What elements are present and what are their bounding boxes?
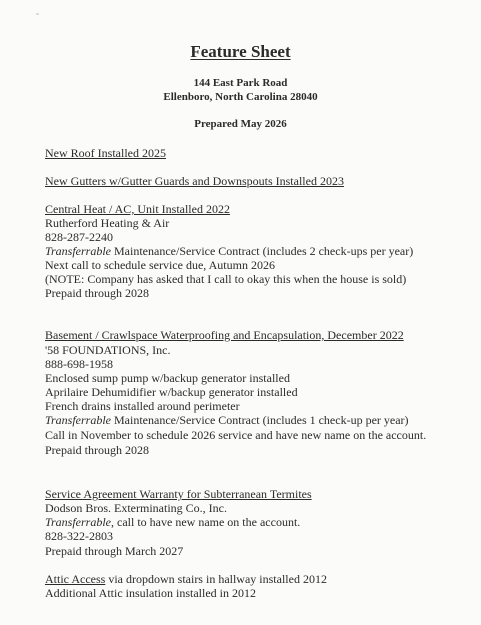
- termites-company: Dodson Bros. Exterminating Co., Inc.: [45, 501, 227, 515]
- address-line-1: 144 East Park Road: [193, 77, 288, 89]
- attic-access: [45, 572, 327, 586]
- termites-transfer-rest: , call to have new name on the account.: [111, 515, 301, 529]
- termites-transfer: [45, 515, 300, 529]
- hvac-phone: 828-287-2240: [45, 230, 113, 244]
- basement-contract: [45, 413, 409, 427]
- basement-sump: Enclosed sump pump w/backup generator installed: [45, 371, 290, 385]
- hvac-contract-rest: Maintenance/Service Contract (includes 2 check-ups per year): [111, 244, 414, 258]
- termites-transfer-italic: Transferrable: [45, 515, 112, 529]
- basement-phone: 888-698-1958: [45, 357, 113, 371]
- attic-access-underlined: Attic Access: [45, 572, 106, 586]
- hvac-contract: [45, 244, 413, 258]
- termites-heading: Service Agreement Warranty for Subterranean Termites: [45, 487, 312, 501]
- roof-item: New Roof Installed 2025: [45, 146, 166, 160]
- basement-contract-italic: Transferrable: [45, 413, 112, 427]
- basement-call: Call in November to schedule 2026 service and have new name on the account.: [45, 428, 427, 442]
- scan-speck: [36, 13, 39, 15]
- basement-contract-rest: Maintenance/Service Contract (includes 1 check-up per year): [111, 413, 409, 427]
- prepared-date: Prepared May 2026: [194, 118, 287, 130]
- termites-phone: 828-322-2803: [45, 529, 113, 543]
- hvac-prepaid: Prepaid through 2028: [45, 286, 149, 300]
- address-line-2: Ellenboro, North Carolina 28040: [163, 91, 318, 103]
- hvac-next-call: Next call to schedule service due, Autumn 2026: [45, 258, 275, 272]
- basement-heading: Basement / Crawlspace Waterproofing and Encapsulation, December 2022: [45, 328, 404, 342]
- basement-prepaid: Prepaid through 2028: [45, 443, 149, 457]
- hvac-note: (NOTE: Company has asked that I call to okay this when the house is sold): [45, 272, 407, 286]
- hvac-company: Rutherford Heating & Air: [45, 216, 170, 230]
- hvac-heading: Central Heat / AC, Unit Installed 2022: [45, 202, 230, 216]
- basement-dehumidifier: Aprilaire Dehumidifier w/backup generator installed: [45, 385, 298, 399]
- hvac-contract-italic: Transferrable: [45, 244, 112, 258]
- gutters-item: New Gutters w/Gutter Guards and Downspouts Installed 2023: [45, 174, 344, 188]
- attic-access-rest: via dropdown stairs in hallway installed 2012: [105, 572, 327, 586]
- basement-drains: French drains installed around perimeter: [45, 399, 240, 413]
- page-title: Feature Sheet: [190, 42, 291, 61]
- termites-prepaid: Prepaid through March 2027: [45, 544, 184, 558]
- basement-company: '58 FOUNDATIONS, Inc.: [45, 343, 171, 357]
- attic-insulation: Additional Attic insulation installed in 2012: [45, 586, 256, 600]
